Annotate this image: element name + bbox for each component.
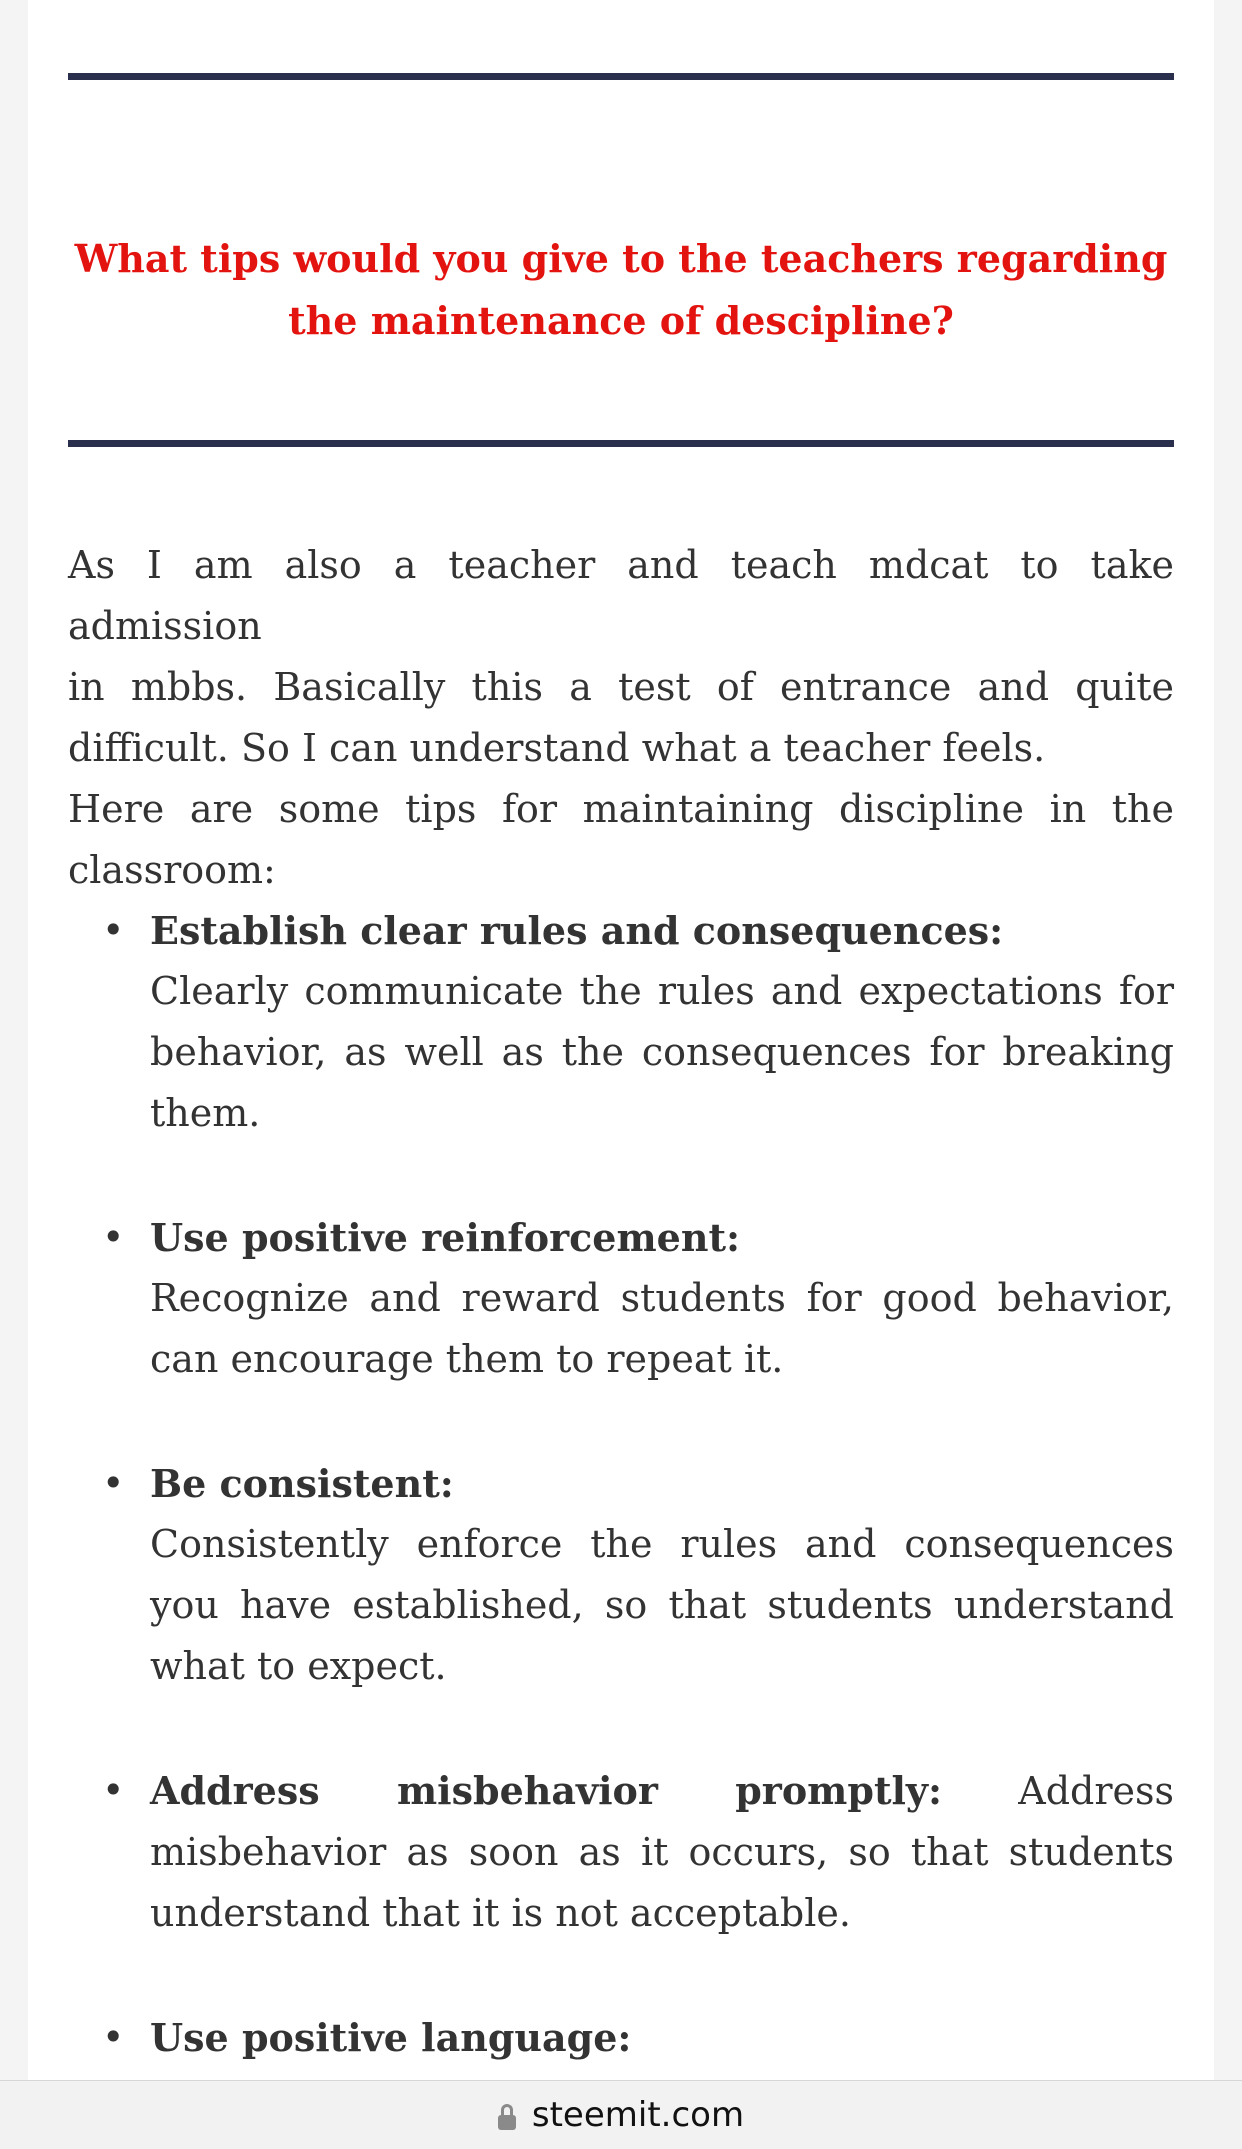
article-page [28, 0, 1214, 2148]
tips-intro-line: Here are some tips for maintaining discipline in the [68, 787, 1174, 831]
intro-line: difficult. So I can understand what a teacher feels. [68, 726, 1046, 770]
list-item [68, 1207, 1174, 1390]
tip-title: Use positive reinforcement: [150, 1215, 741, 1260]
tip-body: Address misbehavior as soon as it occurs, so that students understand that it is not acceptable. [150, 1769, 1174, 1935]
lock-icon [498, 2104, 516, 2130]
tips-intro-line: classroom: [68, 848, 276, 892]
tip-body: Recognize and reward students for good behavior, can encourage them to repeat it. [150, 1276, 1174, 1381]
url-text[interactable]: steemit.com [531, 2095, 745, 2135]
section-question: What tips would you give to the teachers regarding the maintenance of descipline? [74, 236, 1168, 343]
tip-body: Clearly communicate the rules and expectations for behavior, as well as the consequences for breaking them. [150, 969, 1174, 1135]
tip-body: Consistently enforce the rules and consequences you have established, so that students understand what to expect. [150, 1522, 1174, 1688]
bullet-icon: • [102, 1461, 125, 1505]
tip-title: Be consistent: [150, 1461, 454, 1506]
tip-inline-wrap [150, 1760, 1174, 1944]
intro-paragraph [68, 535, 1174, 901]
tips-list [68, 900, 1174, 2131]
tip-title: Use positive language: [150, 2015, 632, 2060]
tip-title: Establish clear rules and consequences: [150, 908, 1004, 953]
list-item [68, 2007, 1174, 2068]
browser-address-bar[interactable] [0, 2080, 1242, 2149]
divider-bottom [68, 440, 1174, 447]
list-item [68, 1453, 1174, 1697]
bullet-icon: • [102, 1215, 125, 1259]
bullet-icon: • [102, 2015, 125, 2059]
divider-top [68, 73, 1174, 80]
intro-line: in mbbs. Basically this a test of entrance and quite [68, 665, 1174, 709]
tip-title: Address misbehavior promptly: [150, 1768, 943, 1813]
list-item [68, 900, 1174, 1144]
bullet-icon: • [102, 1768, 125, 1812]
url-display[interactable] [0, 2081, 1242, 2149]
intro-line: As I am also a teacher and teach mdcat to take admission [68, 543, 1174, 648]
bullet-icon: • [102, 908, 125, 952]
list-item [68, 1760, 1174, 1944]
